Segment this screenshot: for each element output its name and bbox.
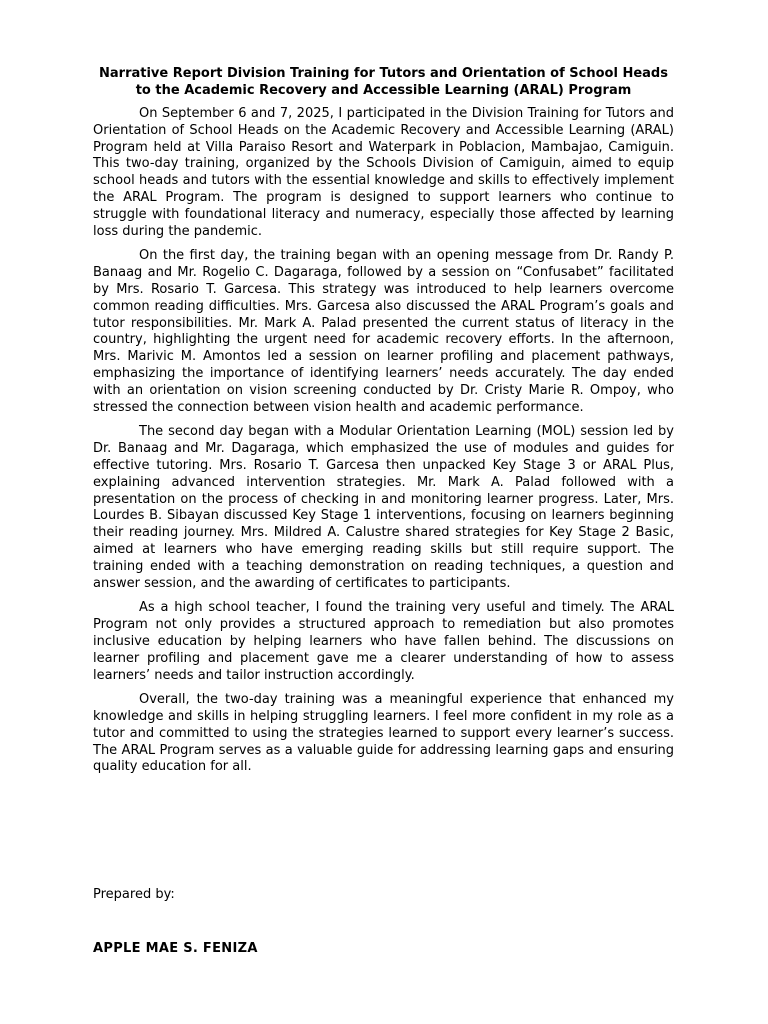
paragraph-reflection: As a high school teacher, I found the training very useful and timely. The ARAL Program not only provides a structured approach to remediation but also promotes inclusive education by helping learners who have fallen behind. The discussions on learner profiling and placement gave me a clearer understanding of how to assess learners’ needs and tailor instruction accordingly. [93, 600, 674, 683]
document-title: Narrative Report Division Training for Tutors and Orientation of School Heads to the Academic Recovery and Accessible Learning (ARAL) Program [99, 66, 668, 98]
document-body [93, 65, 674, 784]
paragraph-first-day: On the first day, the training began with an opening message from Dr. Randy P. Banaag and Mr. Rogelio C. Dagaraga, followed by a session on “Confusabet” facilitated by Mrs. Rosario T. Garcesa. This strategy was introduced to help learners overcome common reading difficulties. Mrs. Garcesa also discussed the ARAL Program’s goals and tutor responsibilities. Mr. Mark A. Palad presented the current status of literacy in the country, highlighting the urgent need for academic recovery efforts. In the afternoon, Mrs. Marivic M. Amontos led a session on learner profiling and placement pathways, emphasizing the importance of identifying learners’ needs accurately. The day ended with an orientation on vision screening conducted by Dr. Cristy Marie R. Ompoy, who stressed the connection between vision health and academic performance. [93, 248, 674, 415]
paragraph-conclusion: Overall, the two-day training was a meaningful experience that enhanced my knowledge and skills in helping struggling learners. I feel more confident in my role as a tutor and committed to using the strategies learned to support every learner’s success. The ARAL Program serves as a valuable guide for addressing learning gaps and ensuring quality education for all. [93, 692, 674, 775]
paragraph-introduction: On September 6 and 7, 2025, I participated in the Division Training for Tutors and Orientation of School Heads on the Academic Recovery and Accessible Learning (ARAL) Program held at Villa Paraiso Resort and Waterpark in Poblacion, Mambajao, Camiguin. This two-day training, organized by the Schools Division of Camiguin, aimed to equip school heads and tutors with the essential knowledge and skills to effectively implement the ARAL Program. The program is designed to support learners who continue to struggle with foundational literacy and numeracy, especially those affected by learning loss during the pandemic. [93, 106, 674, 239]
signatory-name: APPLE MAE S. FENIZA [93, 941, 258, 956]
paragraph-second-day: The second day began with a Modular Orientation Learning (MOL) session led by Dr. Banaag and Mr. Dagaraga, which emphasized the use of modules and guides for effective tutoring. Mrs. Rosario T. Garcesa then unpacked Key Stage 3 or ARAL Plus, explaining advanced intervention strategies. Mr. Mark A. Palad followed with a presentation on the process of checking in and monitoring learner progress. Later, Mrs. Lourdes B. Sibayan discussed Key Stage 1 interventions, focusing on learners beginning their reading journey. Mrs. Mildred A. Calustre shared strategies for Key Stage 2 Basic, aimed at learners who have emerging reading skills but still require support. The training ended with a teaching demonstration on reading techniques, a question and answer session, and the awarding of certificates to participants. [93, 424, 674, 591]
prepared-by-label: Prepared by: [93, 887, 175, 902]
